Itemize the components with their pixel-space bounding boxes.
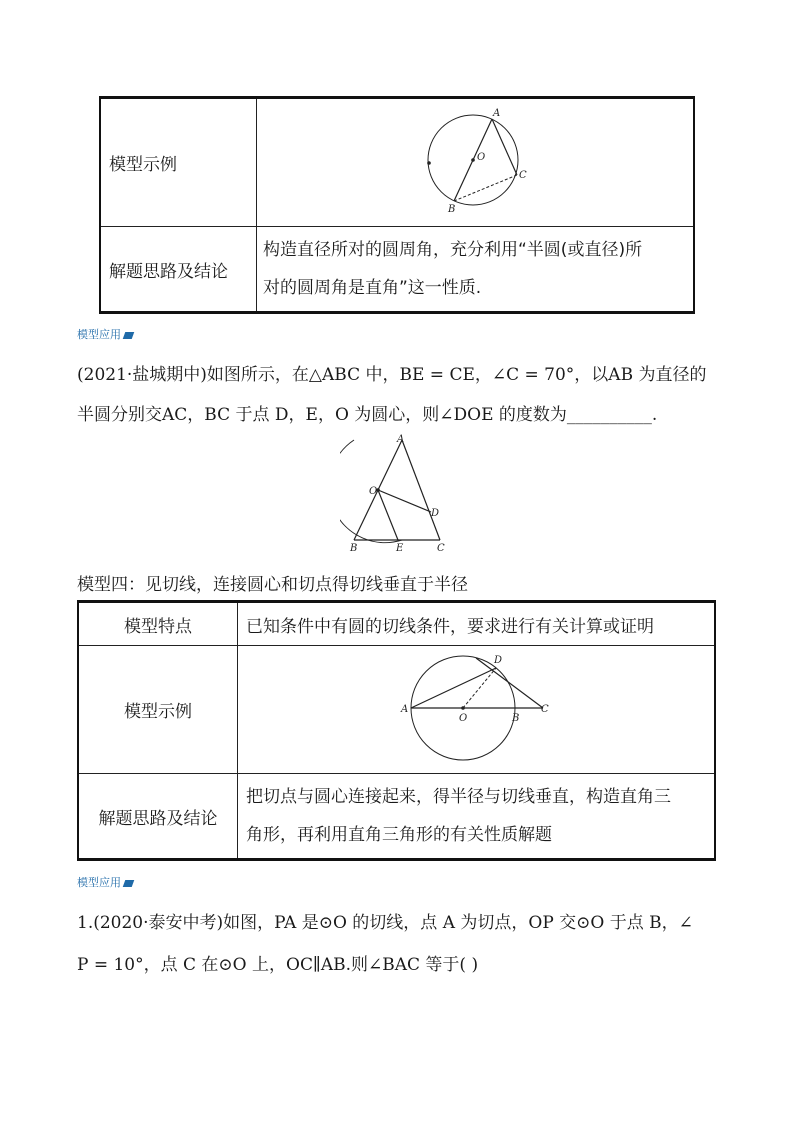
fig1-label-o: O (477, 152, 486, 163)
fig1-label-a: A (493, 108, 501, 119)
model-application-tag-2: 模型应用 (77, 874, 133, 890)
table1-label-example: 模型示例 (100, 98, 257, 227)
fig3-label-o: O (459, 713, 468, 724)
problem-2-line2: P = 10°，点 C 在⊙O 上，OC∥AB.则∠BAC 等于( ) (77, 955, 479, 975)
table1-label-method: 解题思路及结论 (100, 227, 257, 313)
table1-method-text (257, 227, 695, 313)
fig2-label-d: D (431, 508, 440, 519)
fig3-label-b: B (512, 713, 520, 724)
circle-inscribed-figure (257, 99, 693, 221)
fig3-label-d: D (494, 655, 503, 666)
table2-feature-text: 已知条件中有圆的切线条件，要求进行有关计算或证明 (238, 602, 716, 646)
fig2-label-e: E (396, 543, 404, 554)
problem-1-line1: (2021·盐城期中)如图所示，在△ABC 中，BE = CE，∠C = 70°，以AB 为直径的 (77, 365, 707, 385)
table1-method-line2: 对的圆周角是直角”这一性质. (263, 278, 482, 298)
problem-1-line2: 半圆分别交AC，BC 于点 D，E，O 为圆心，则∠DOE 的度数为__________. (77, 405, 658, 425)
problem-2 (77, 902, 693, 986)
model-table-2 (77, 600, 716, 861)
fig2-label-c: C (437, 543, 445, 554)
fig1-label-c: C (519, 170, 527, 181)
model-application-tag-1: 模型应用 (77, 326, 133, 342)
fig2-label-b: B (350, 543, 358, 554)
fig3-label-a: A (401, 704, 409, 715)
fig3-label-c: C (541, 704, 549, 715)
table2-label-feature: 模型特点 (78, 602, 238, 646)
table2-label-example: 模型示例 (78, 646, 238, 774)
table2-method-text (238, 774, 716, 860)
model-four-heading: 模型四：见切线，连接圆心和切点得切线垂直于半径 (77, 575, 468, 595)
model-table-1 (99, 96, 695, 314)
problem-1 (77, 355, 706, 435)
fig2-label-a: A (397, 434, 405, 445)
pen-icon (123, 880, 135, 887)
table2-method-line2: 角形，再利用直角三角形的有关性质解题 (246, 825, 552, 845)
problem-2-line1: 1.(2020·泰安中考)如图，PA 是⊙O 的切线，点 A 为切点，OP 交⊙O 于点 B，∠ (77, 913, 693, 933)
table2-label-method: 解题思路及结论 (78, 774, 238, 860)
fig1-label-b: B (448, 204, 456, 215)
table2-figure-cell (238, 646, 716, 774)
table2-method-line1: 把切点与圆心连接起来，得半径与切线垂直，构造直角三 (246, 787, 671, 807)
fig2-label-o: O (369, 486, 378, 497)
table1-method-line1: 构造直径所对的圆周角，充分利用“半圆(或直径)所 (263, 240, 643, 260)
pen-icon (123, 332, 135, 339)
triangle-semicircle-figure (340, 432, 460, 556)
tangent-circle-figure (238, 646, 714, 768)
table1-figure-cell (257, 98, 695, 227)
